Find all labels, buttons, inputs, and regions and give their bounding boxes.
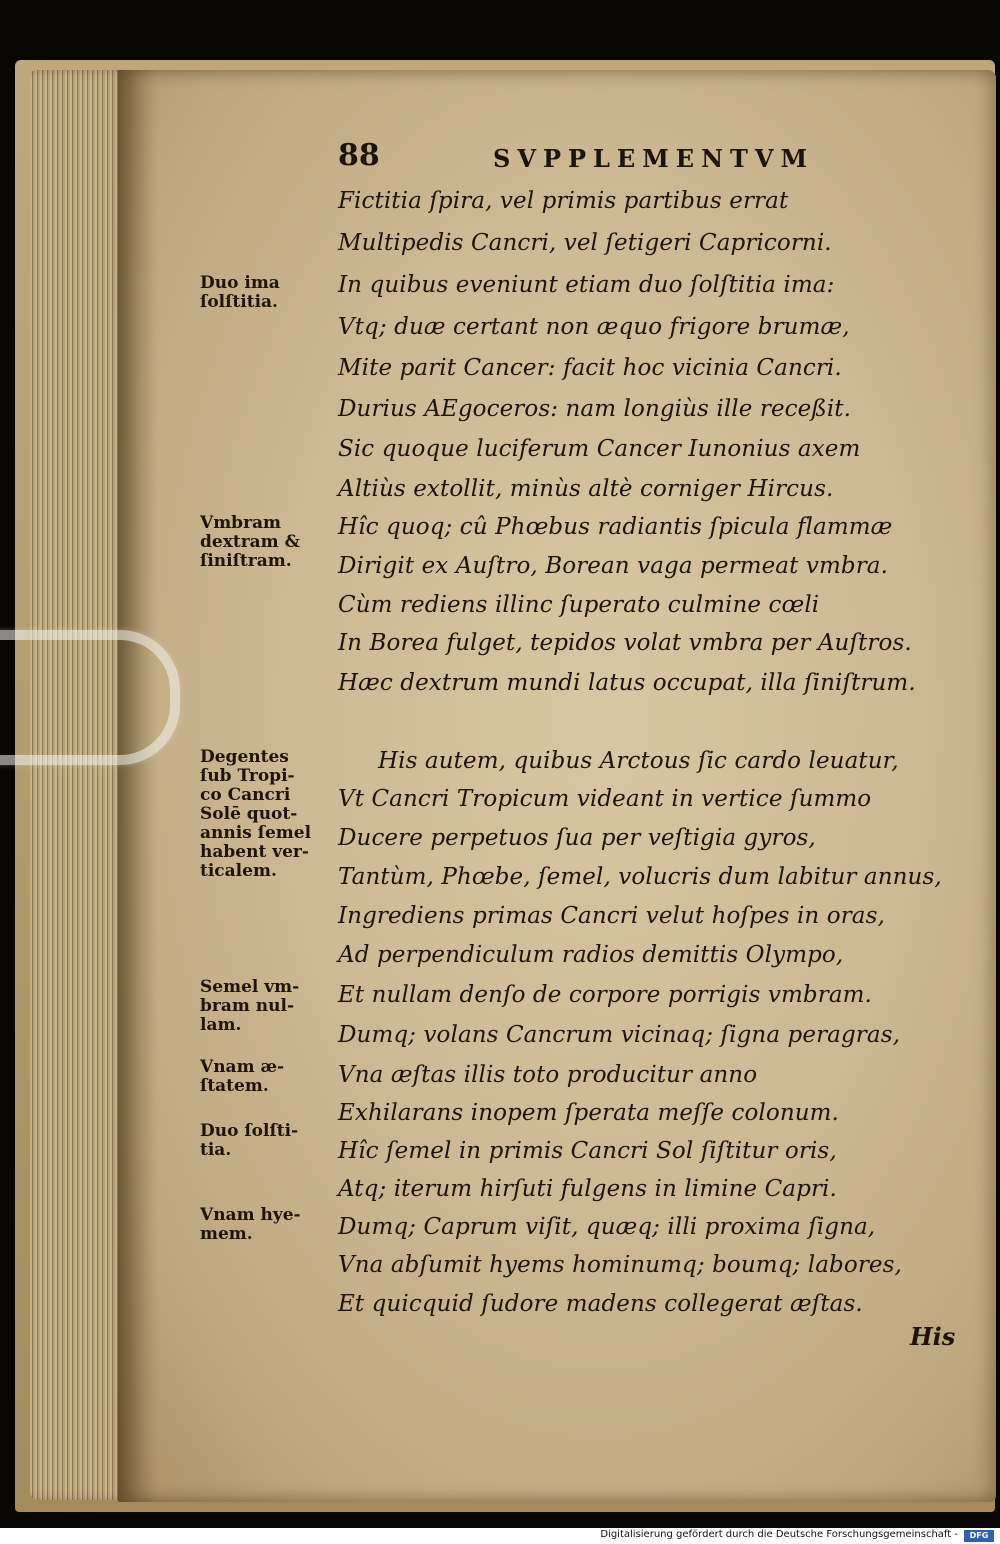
margin-note-line: habent ver-	[200, 842, 309, 862]
margin-note-line: ſiniſtram.	[200, 551, 292, 571]
verse-line: Dirigit ex Auſtro, Borean vaga permeat vmbra.	[338, 553, 889, 579]
margin-note-line: tia.	[200, 1140, 232, 1160]
verse-line: Ad perpendiculum radios demittis Olympo,	[338, 942, 844, 968]
margin-note-line: lam.	[200, 1015, 242, 1035]
verse-line: Multipedis Cancri, vel ſetigeri Capricorni.	[338, 230, 832, 256]
footer-credit: Digitalisierung gefördert durch die Deutsche Forschungsgemeinschaft -	[600, 1529, 958, 1540]
margin-note-line: dextram &	[200, 532, 300, 552]
catchword: His	[910, 1322, 956, 1351]
margin-note-line: Solē quot-	[200, 804, 298, 824]
verse-line: Hîc ſemel in primis Cancri Sol ſiſtitur oris,	[338, 1138, 837, 1164]
margin-note-line: Semel vm-	[200, 977, 300, 997]
margin-note	[200, 1122, 330, 1160]
page-edges	[30, 70, 128, 1500]
verse-line: Et nullam denſo de corpore porrigis vmbram.	[338, 982, 872, 1008]
margin-note	[200, 274, 330, 312]
verse-line: His autem, quibus Arctous ſic cardo leuatur,	[378, 748, 899, 774]
verse-line: Durius AEgoceros: nam longiùs ille receßit.	[338, 396, 852, 422]
verse-line: Vt Cancri Tropicum videant in vertice ſummo	[338, 786, 872, 812]
running-title: SVPPLEMENTVM	[493, 144, 815, 173]
page-header	[338, 138, 838, 178]
margin-note	[200, 748, 330, 881]
margin-note-line: co Cancri	[200, 785, 291, 805]
margin-note-line: Vmbram	[200, 513, 282, 533]
margin-note-line: annis ſemel	[200, 823, 312, 843]
verse-line: Hîc quoq; cû Phœbus radiantis ſpicula flammæ	[338, 514, 893, 540]
page-clip	[0, 630, 180, 765]
verse-line: Dumq; volans Cancrum vicinaq; ſigna peragras,	[338, 1022, 901, 1048]
verse-line: Atq; iterum hirſuti fulgens in limine Capri.	[338, 1176, 837, 1202]
dfg-logo-icon: DFG	[964, 1530, 994, 1542]
verse-line: Hæc dextrum mundi latus occupat, illa ſiniſtrum.	[338, 670, 916, 696]
verse-line: Mite parit Cancer: facit hoc vicinia Cancri.	[338, 355, 842, 381]
margin-note-line: Duo ima	[200, 273, 280, 293]
margin-note	[200, 514, 330, 571]
page-gutter-shadow	[118, 70, 158, 1502]
margin-note-line: ſtatem.	[200, 1076, 269, 1096]
verse-line: Vna abſumit hyems hominumq; boumq; labores,	[338, 1252, 902, 1278]
verse-line: In Borea fulget, tepidos volat vmbra per Auſtros.	[338, 630, 912, 656]
verse-line: Vna æſtas illis toto producitur anno	[338, 1062, 758, 1088]
verse-line: Dumq; Caprum viſit, quæq; illi proxima ſigna,	[338, 1214, 876, 1240]
verse-line: Vtq; duæ certant non æquo frigore brumæ,	[338, 314, 850, 340]
margin-note	[200, 978, 330, 1035]
margin-note-line: mem.	[200, 1224, 253, 1244]
verse-line: Cùm rediens illinc ſuperato culmine cœli	[338, 592, 820, 618]
margin-note-line: ticalem.	[200, 861, 277, 881]
verse-line: Fictitia ſpira, vel primis partibus errat	[338, 188, 789, 214]
verse-line: In quibus eveniunt etiam duo ſolſtitia ima:	[338, 272, 835, 298]
verse-line: Tantùm, Phœbe, ſemel, volucris dum labitur annus,	[338, 864, 942, 890]
margin-note	[200, 1058, 330, 1096]
margin-note-line: ſub Tropi-	[200, 766, 295, 786]
margin-note-line: ſolſtitia.	[200, 292, 278, 312]
verse-line: Exhilarans inopem ſperata meſſe colonum.	[338, 1100, 839, 1126]
margin-note-line: Degentes	[200, 747, 289, 767]
page-number: 88	[338, 138, 380, 173]
margin-note-line: Vnam æ-	[200, 1057, 285, 1077]
margin-note-line: bram nul-	[200, 996, 294, 1016]
verse-line: Ingrediens primas Cancri velut hoſpes in oras,	[338, 903, 885, 929]
verse-line: Altiùs extollit, minùs altè corniger Hircus.	[338, 476, 834, 502]
margin-note-line: Vnam hye-	[200, 1205, 301, 1225]
margin-note-line: Duo ſolſti-	[200, 1121, 299, 1141]
margin-note	[200, 1206, 330, 1244]
verse-line: Et quicquid ſudore madens collegerat æſtas.	[338, 1291, 863, 1317]
verse-line: Sic quoque luciferum Cancer Iunonius axem	[338, 436, 861, 462]
verse-line: Ducere perpetuos ſua per veſtigia gyros,	[338, 825, 816, 851]
